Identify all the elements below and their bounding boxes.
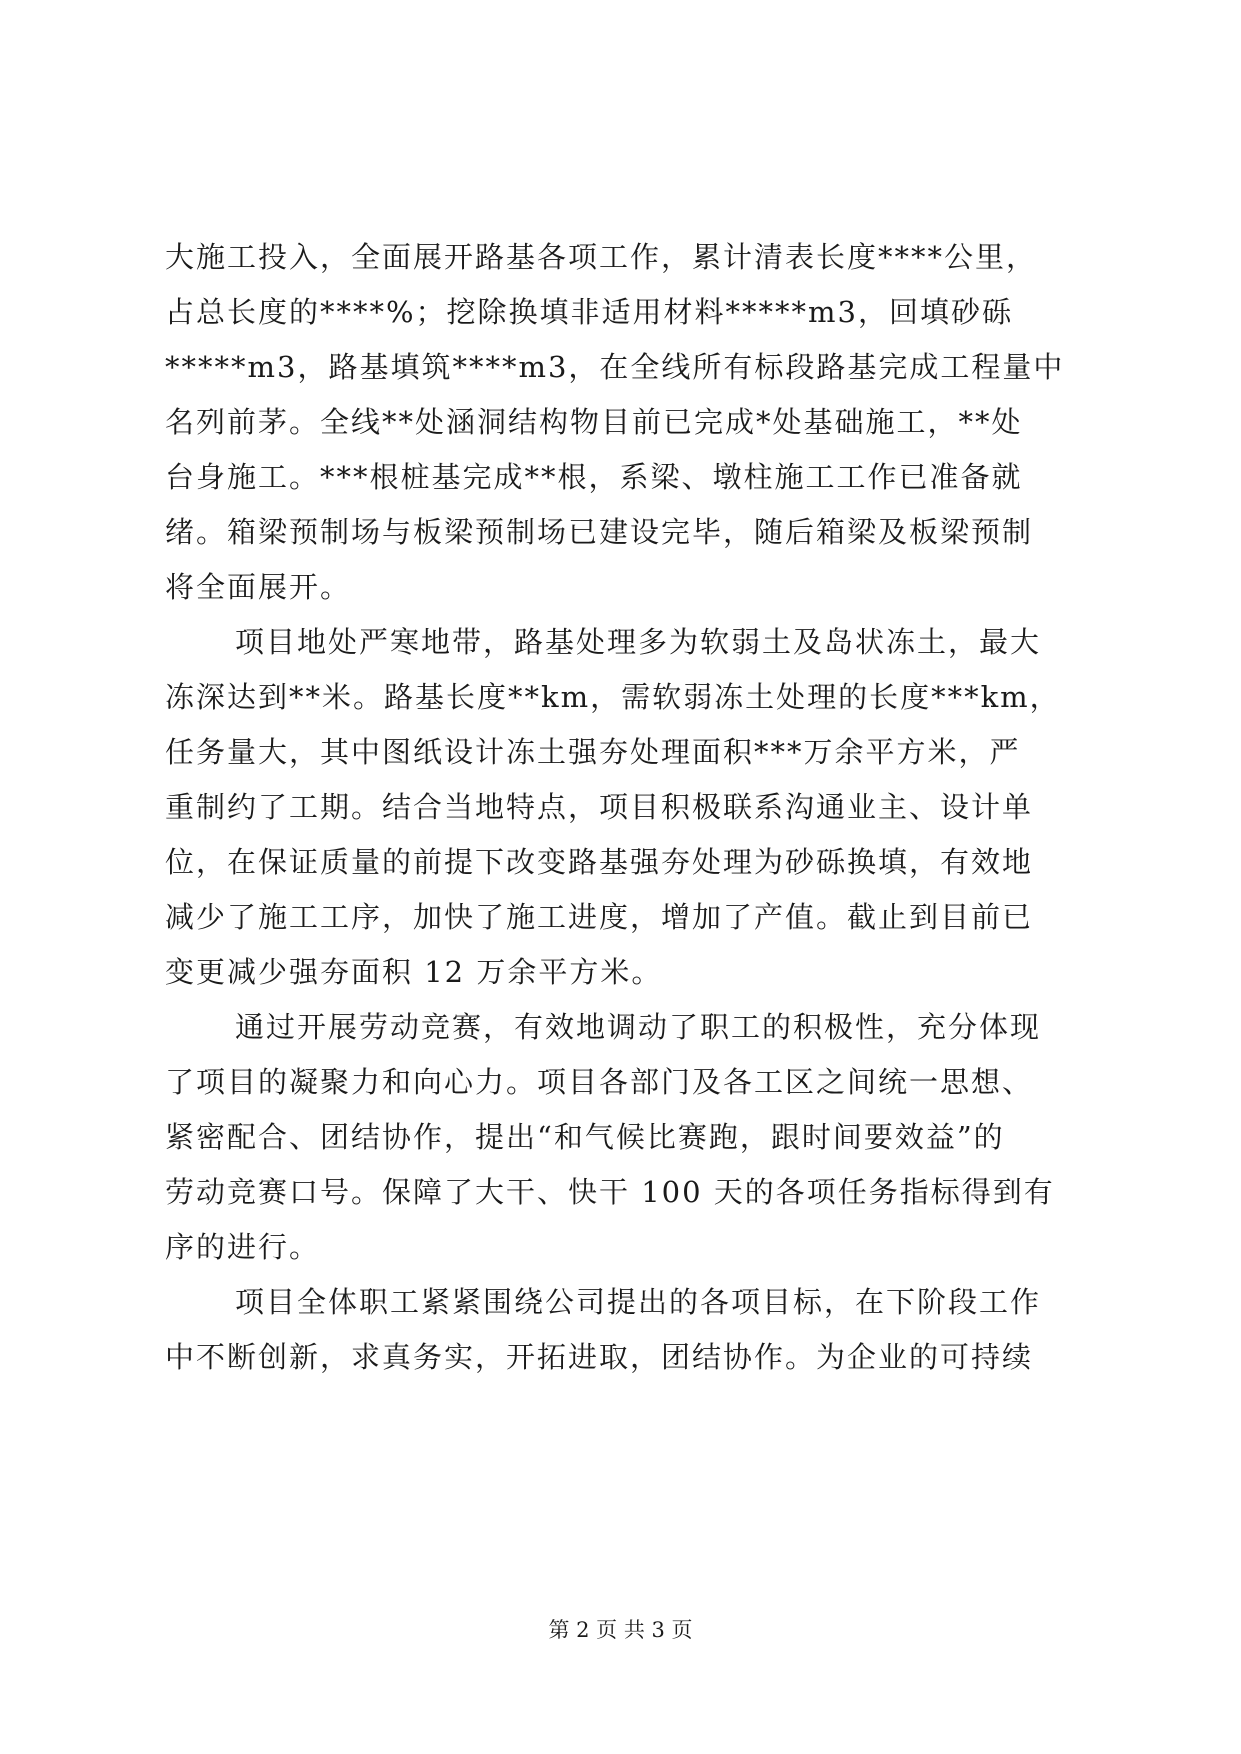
text-line: 名列前茅。全线**处涵洞结构物目前已完成*处基础施工，**处 [165,405,1023,439]
text-line: 位，在保证质量的前提下改变路基强夯处理为砂砾换填，有效地 [165,845,1034,879]
text-line: 紧密配合、团结协作，提出“和气候比赛跑，跟时间要效益”的 [165,1120,1005,1154]
text-line: 减少了施工工序，加快了施工进度，增加了产值。截止到目前已 [165,900,1034,934]
text-line: 了项目的凝聚力和向心力。项目各部门及各工区之间统一思想、 [165,1065,1034,1099]
text-line: 项目全体职工紧紧围绕公司提出的各项目标，在下阶段工作 [235,1285,1042,1319]
text-line: 重制约了工期。结合当地特点，项目积极联系沟通业主、设计单 [165,790,1034,824]
text-line: 占总长度的****%；挖除换填非适用材料*****m3，回填砂砾 [165,295,1014,329]
text-line: 劳动竞赛口号。保障了大干、快干 100 天的各项任务指标得到有 [165,1175,1055,1209]
page-footer: 第 2 页 共 3 页 [548,1618,693,1642]
body-text [165,230,1085,1385]
text-line: 冻深达到**米。路基长度**km，需软弱冻土处理的长度***km， [165,680,1061,714]
text-line: 序的进行。 [165,1230,321,1264]
text-line: 通过开展劳动竞赛，有效地调动了职工的积极性，充分体现 [235,1010,1042,1044]
text-line: 项目地处严寒地带，路基处理多为软弱土及岛状冻土，最大 [235,625,1042,659]
text-line: 绪。箱梁预制场与板梁预制场已建设完毕，随后箱梁及板梁预制 [165,515,1034,549]
text-line: 中不断创新，求真务实，开拓进取，团结协作。为企业的可持续 [165,1340,1034,1374]
text-line: 变更减少强夯面积 12 万余平方米。 [165,955,663,989]
text-line: 将全面展开。 [165,570,352,604]
text-line: 大施工投入，全面展开路基各项工作，累计清表长度****公里， [165,240,1038,274]
text-line: *****m3，路基填筑****m3，在全线所有标段路基完成工程量中 [165,350,1065,384]
text-line: 任务量大，其中图纸设计冻土强夯处理面积***万余平方米，严 [165,735,1021,769]
text-line: 台身施工。***根桩基完成**根，系梁、墩柱施工工作已准备就 [165,460,1023,494]
